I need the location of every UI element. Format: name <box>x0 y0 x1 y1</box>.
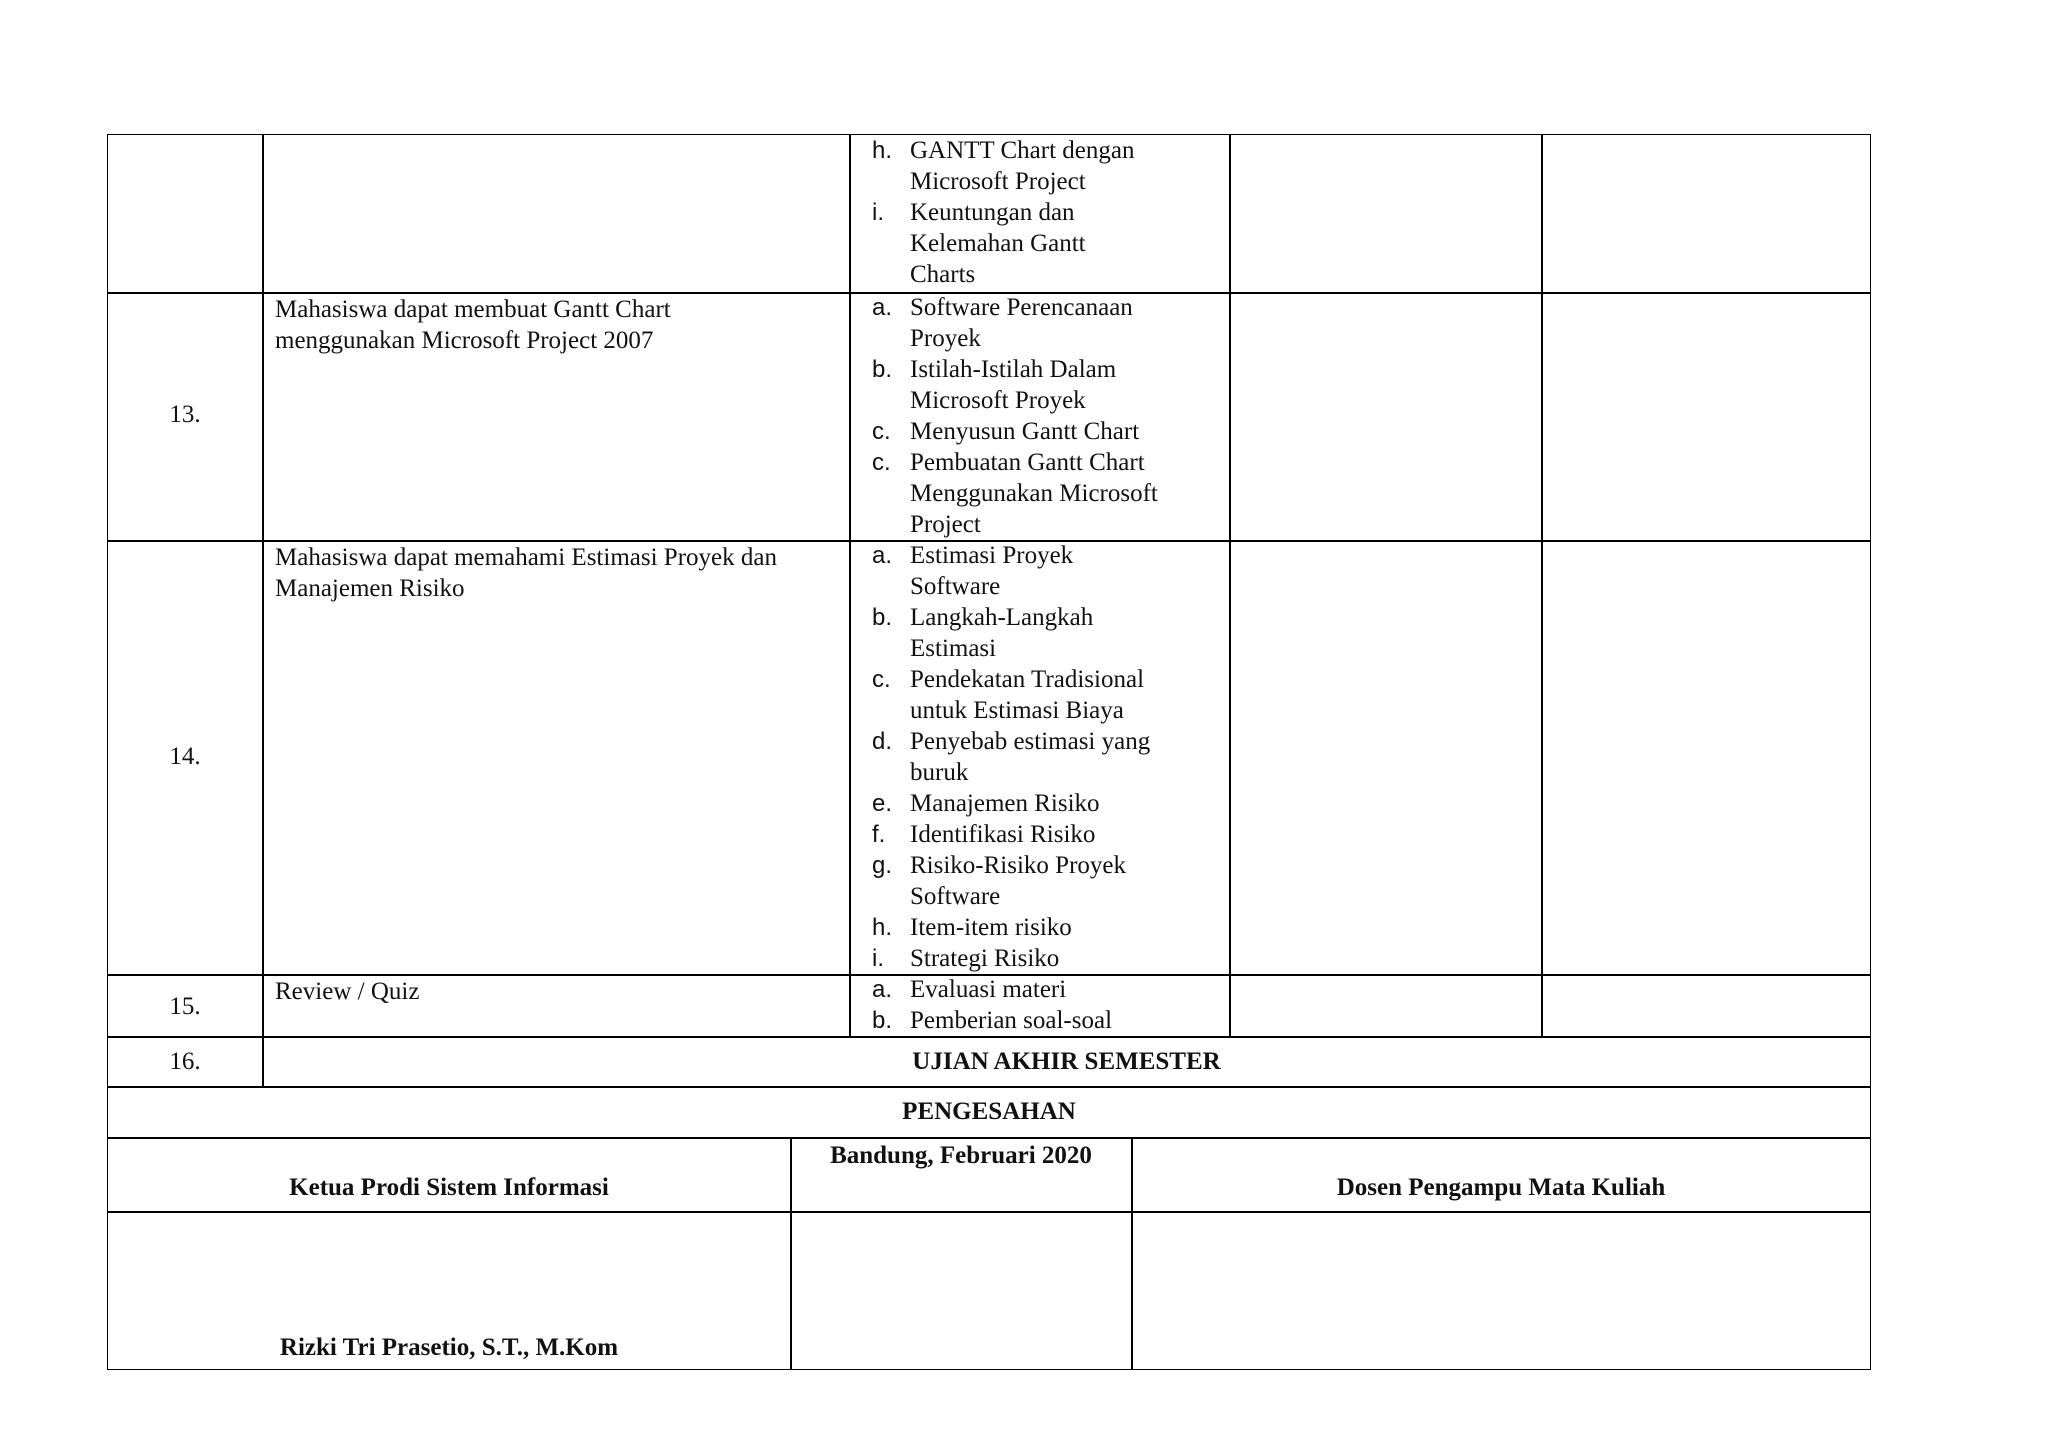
column-divider <box>262 135 264 1086</box>
topic-item <box>872 447 1229 540</box>
topic-item <box>872 292 1229 354</box>
learning-objective <box>263 540 849 604</box>
signing-place-date: Bandung, Februari 2020 <box>830 1142 1092 1169</box>
topic-line: Kelemahan Gantt <box>910 230 1086 257</box>
topic-item <box>872 819 1229 850</box>
topic-label: b. <box>872 356 893 383</box>
objective-line: Mahasiswa dapat memahami Estimasi Proyek dan <box>275 544 777 571</box>
topic-line: GANTT Chart dengan <box>910 137 1135 164</box>
topic-item <box>872 540 1229 602</box>
topic-line: Estimasi Proyek <box>910 542 1074 569</box>
topic-label: c. <box>872 418 891 445</box>
topics-cell <box>850 292 1229 540</box>
topic-list <box>850 292 1229 540</box>
row-divider <box>108 1137 1870 1139</box>
topic-line: Microsoft Proyek <box>910 387 1086 414</box>
topic-label: h. <box>872 137 893 164</box>
topic-label: a. <box>872 294 893 321</box>
topics-cell <box>850 135 1229 290</box>
topic-line: buruk <box>910 759 969 786</box>
topic-line: Menyusun Gantt Chart <box>910 418 1140 445</box>
topic-label: c. <box>872 666 891 693</box>
approval-title: PENGESAHAN <box>902 1098 1076 1125</box>
course-plan-table <box>107 134 1871 1370</box>
head-of-program-name: Rizki Tri Prasetio, S.T., M.Kom <box>279 1334 619 1361</box>
topic-line: Software <box>910 883 1001 910</box>
topic-line: Risiko-Risiko Proyek <box>910 852 1126 879</box>
meeting-number: 15. <box>169 993 201 1020</box>
topic-label: e. <box>872 790 893 817</box>
topic-line: Proyek <box>910 325 981 352</box>
topic-line: Keuntungan dan <box>910 199 1075 226</box>
learning-objective <box>263 292 849 356</box>
topic-line: Estimasi <box>910 635 997 662</box>
column-divider <box>1229 135 1231 1036</box>
objective-line: Mahasiswa dapat membuat Gantt Chart <box>275 296 671 323</box>
topic-item <box>872 135 1229 197</box>
topic-label: a. <box>872 976 893 1003</box>
column-divider <box>1541 135 1543 1036</box>
row-divider <box>108 1086 1870 1088</box>
row-divider <box>108 1036 1870 1038</box>
learning-objective <box>263 974 849 1007</box>
topic-list <box>850 974 1229 1036</box>
topic-line: Penyebab estimasi yang <box>910 728 1151 755</box>
topic-line: Software <box>910 573 1001 600</box>
topics-cell <box>850 974 1229 1036</box>
objective-line: Review / Quiz <box>275 978 420 1005</box>
column-divider <box>790 1137 792 1370</box>
topic-item <box>872 664 1229 726</box>
topic-item <box>872 943 1229 974</box>
topic-line: Strategi Risiko <box>910 945 1060 972</box>
topic-item <box>872 602 1229 664</box>
lecturer-title: Dosen Pengampu Mata Kuliah <box>1336 1174 1666 1201</box>
topic-item <box>872 850 1229 912</box>
topic-line: untuk Estimasi Biaya <box>910 697 1124 724</box>
objective-line: menggunakan Microsoft Project 2007 <box>275 327 654 354</box>
topic-label: g. <box>872 852 893 879</box>
topic-line: Evaluasi materi <box>910 976 1067 1003</box>
exam-title: UJIAN AKHIR SEMESTER <box>912 1048 1221 1075</box>
topic-label: c. <box>872 449 891 476</box>
topic-line: Project <box>910 511 981 538</box>
meeting-number: 14. <box>169 743 201 770</box>
row-divider <box>108 1211 1870 1213</box>
topic-line: Istilah-Istilah Dalam <box>910 356 1117 383</box>
topics-cell <box>850 540 1229 974</box>
topic-line: Menggunakan Microsoft <box>910 480 1158 507</box>
topic-line: Identifikasi Risiko <box>910 821 1096 848</box>
topic-line: Pemberian soal-soal <box>910 1007 1113 1034</box>
topic-item <box>872 1005 1229 1036</box>
topic-label: b. <box>872 604 893 631</box>
topic-list <box>850 135 1229 290</box>
topic-label: d. <box>872 728 893 755</box>
topic-item <box>872 197 1229 290</box>
objective-line: Manajemen Risiko <box>275 575 465 602</box>
topic-line: Langkah-Langkah <box>910 604 1094 631</box>
topic-line: Software Perencanaan <box>910 294 1133 321</box>
topic-label: i. <box>872 199 884 226</box>
topic-line: Pendekatan Tradisional <box>910 666 1145 693</box>
topic-item <box>872 788 1229 819</box>
topic-item <box>872 416 1229 447</box>
topic-item <box>872 974 1229 1005</box>
topic-line: Microsoft Project <box>910 168 1086 195</box>
meeting-number: 16. <box>169 1048 201 1075</box>
topic-label: f. <box>872 821 886 848</box>
topic-label: i. <box>872 945 884 972</box>
topic-line: Item-item risiko <box>910 914 1072 941</box>
topic-item <box>872 912 1229 943</box>
topic-label: b. <box>872 1007 893 1034</box>
topic-label: h. <box>872 914 893 941</box>
topic-line: Pembuatan Gantt Chart <box>910 449 1145 476</box>
topic-item <box>872 354 1229 416</box>
topic-label: a. <box>872 542 893 569</box>
topic-line: Charts <box>910 261 976 288</box>
topic-item <box>872 726 1229 788</box>
head-of-program-title: Ketua Prodi Sistem Informasi <box>289 1174 609 1201</box>
topic-list <box>850 540 1229 974</box>
topic-line: Manajemen Risiko <box>910 790 1100 817</box>
meeting-number: 13. <box>169 401 201 428</box>
